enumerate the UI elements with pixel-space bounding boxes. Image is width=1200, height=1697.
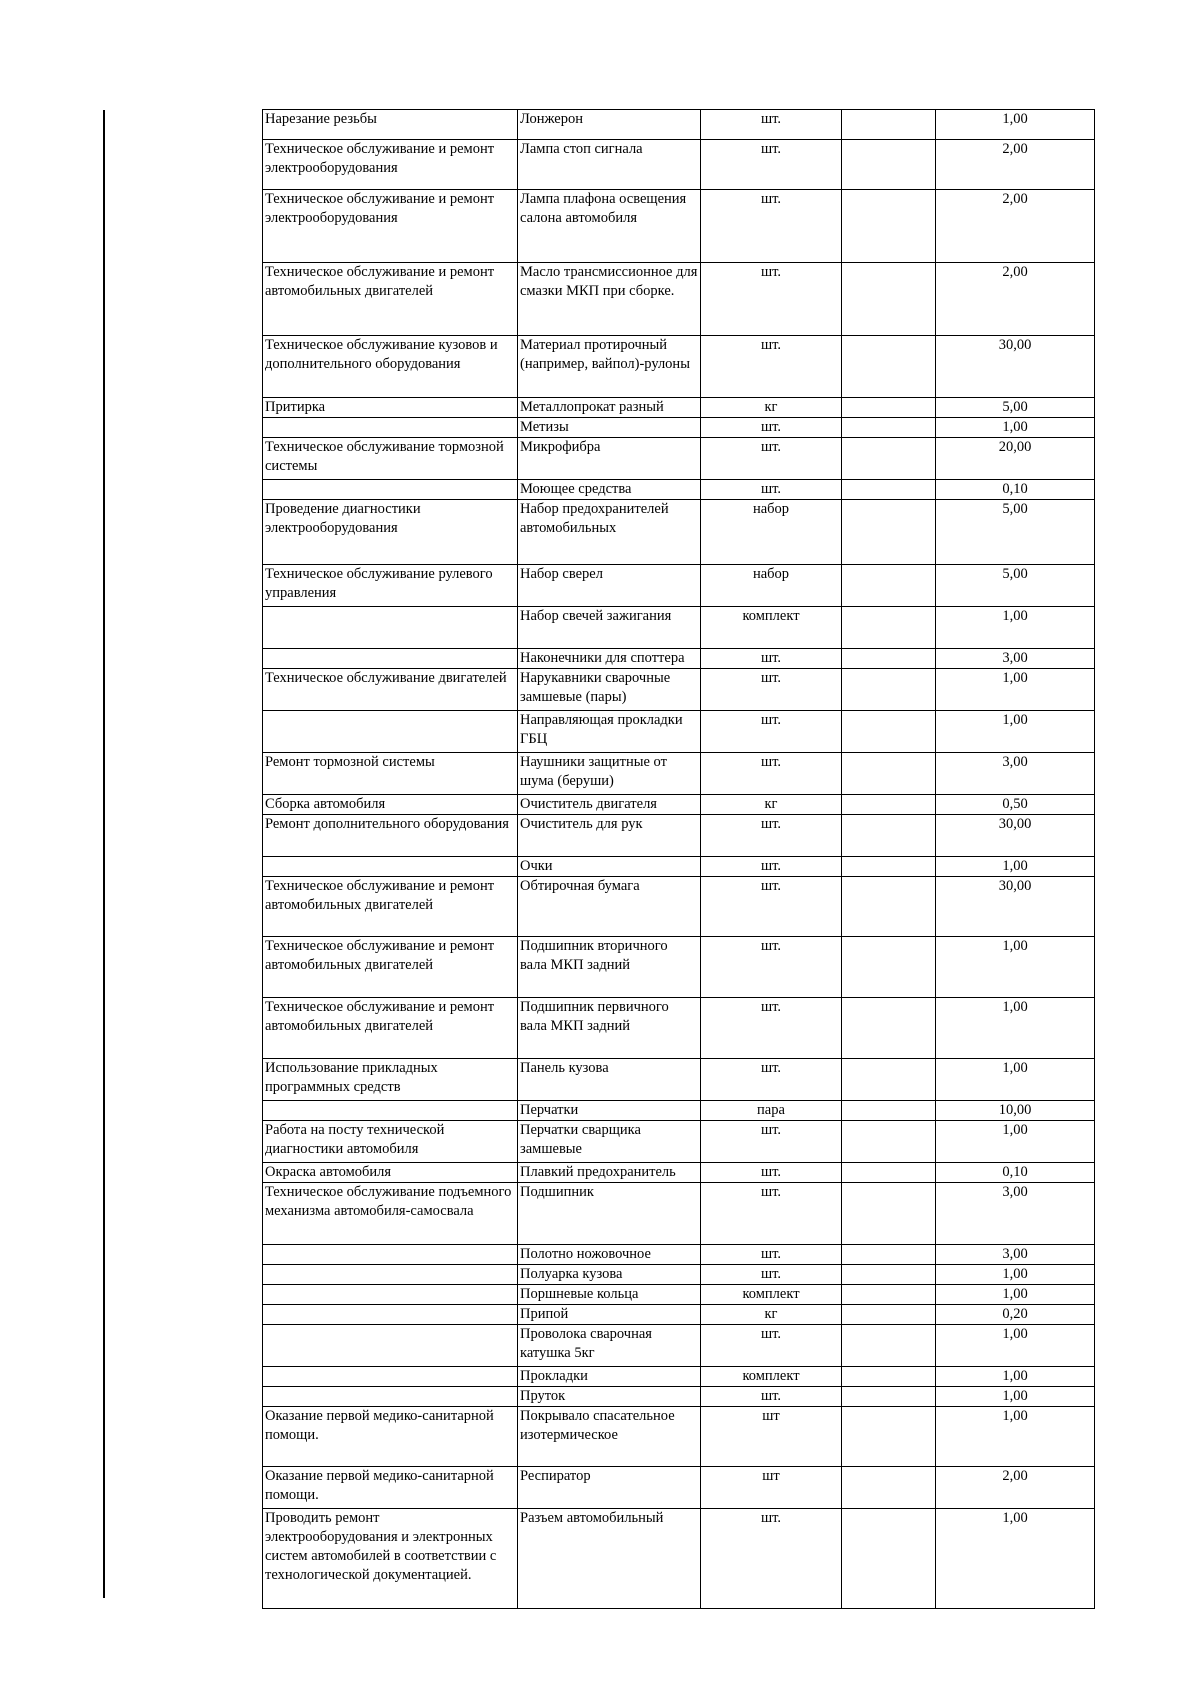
quantity-cell: 1,00 [936, 607, 1095, 649]
table-row [263, 711, 1095, 753]
work-cell [263, 418, 518, 438]
unit-cell: набор [701, 500, 842, 565]
table-row [263, 1101, 1095, 1121]
work-cell [263, 1305, 518, 1325]
unit-cell: шт. [701, 263, 842, 336]
material-cell: Набор сверел [518, 565, 701, 607]
work-cell: Техническое обслуживание подъемного механизма автомобиля-самосвала [263, 1183, 518, 1245]
unit-cell: шт. [701, 190, 842, 263]
quantity-cell: 3,00 [936, 753, 1095, 795]
unit-cell: шт. [701, 669, 842, 711]
unit-cell: шт [701, 1467, 842, 1509]
table-row [263, 937, 1095, 998]
quantity-cell: 2,00 [936, 140, 1095, 190]
material-cell: Перчатки [518, 1101, 701, 1121]
empty-cell [842, 1245, 936, 1265]
table-row [263, 1163, 1095, 1183]
unit-cell: шт. [701, 815, 842, 857]
table-row [263, 795, 1095, 815]
table-row [263, 998, 1095, 1059]
unit-cell: шт. [701, 649, 842, 669]
work-cell: Техническое обслуживание двигателей [263, 669, 518, 711]
work-cell [263, 711, 518, 753]
empty-cell [842, 877, 936, 937]
quantity-cell: 3,00 [936, 649, 1095, 669]
table-row [263, 110, 1095, 140]
material-cell: Очки [518, 857, 701, 877]
unit-cell: шт. [701, 418, 842, 438]
quantity-cell: 2,00 [936, 190, 1095, 263]
table-row [263, 669, 1095, 711]
quantity-cell: 2,00 [936, 263, 1095, 336]
work-cell: Притирка [263, 398, 518, 418]
table-row [263, 1509, 1095, 1609]
unit-cell: кг [701, 398, 842, 418]
material-cell: Прокладки [518, 1367, 701, 1387]
work-cell: Техническое обслуживание тормозной системы [263, 438, 518, 480]
material-cell: Металлопрокат разный [518, 398, 701, 418]
work-cell [263, 607, 518, 649]
material-cell: Наконечники для споттера [518, 649, 701, 669]
material-cell: Подшипник вторичного вала МКП задний [518, 937, 701, 998]
work-cell: Техническое обслуживание и ремонт автомобильных двигателей [263, 263, 518, 336]
empty-cell [842, 480, 936, 500]
quantity-cell: 1,00 [936, 1265, 1095, 1285]
empty-cell [842, 1407, 936, 1467]
empty-cell [842, 711, 936, 753]
unit-cell: набор [701, 565, 842, 607]
empty-cell [842, 418, 936, 438]
empty-cell [842, 1265, 936, 1285]
quantity-cell: 1,00 [936, 937, 1095, 998]
quantity-cell: 1,00 [936, 1325, 1095, 1367]
work-cell [263, 1285, 518, 1305]
empty-cell [842, 1183, 936, 1245]
unit-cell: шт. [701, 1163, 842, 1183]
quantity-cell: 5,00 [936, 500, 1095, 565]
unit-cell: пара [701, 1101, 842, 1121]
table-row [263, 1367, 1095, 1387]
unit-cell: шт. [701, 140, 842, 190]
quantity-cell: 30,00 [936, 336, 1095, 398]
material-cell: Лонжерон [518, 110, 701, 140]
work-cell: Техническое обслуживание кузовов и дополнительного оборудования [263, 336, 518, 398]
work-cell: Проведение диагностики электрооборудования [263, 500, 518, 565]
empty-cell [842, 140, 936, 190]
material-cell: Направляющая прокладки ГБЦ [518, 711, 701, 753]
table-row [263, 857, 1095, 877]
work-cell [263, 1387, 518, 1407]
unit-cell: шт. [701, 711, 842, 753]
work-cell [263, 1265, 518, 1285]
quantity-cell: 1,00 [936, 1367, 1095, 1387]
unit-cell: шт. [701, 438, 842, 480]
table-row [263, 1245, 1095, 1265]
quantity-cell: 0,10 [936, 480, 1095, 500]
empty-cell [842, 1101, 936, 1121]
quantity-cell: 1,00 [936, 711, 1095, 753]
quantity-cell: 1,00 [936, 1285, 1095, 1305]
material-cell: Лампа плафона освещения салона автомобиля [518, 190, 701, 263]
quantity-cell: 2,00 [936, 1467, 1095, 1509]
table-row [263, 565, 1095, 607]
material-cell: Набор предохранителей автомобильных [518, 500, 701, 565]
quantity-cell: 1,00 [936, 418, 1095, 438]
unit-cell: шт. [701, 1509, 842, 1609]
quantity-cell: 1,00 [936, 1059, 1095, 1101]
table-row [263, 1467, 1095, 1509]
material-cell: Лампа стоп сигнала [518, 140, 701, 190]
material-cell: Нарукавники сварочные замшевые (пары) [518, 669, 701, 711]
table-row [263, 500, 1095, 565]
unit-cell: шт. [701, 1059, 842, 1101]
empty-cell [842, 190, 936, 263]
material-cell: Поршневые кольца [518, 1285, 701, 1305]
empty-cell [842, 1509, 936, 1609]
material-cell: Панель кузова [518, 1059, 701, 1101]
quantity-cell: 1,00 [936, 1407, 1095, 1467]
work-cell [263, 1325, 518, 1367]
quantity-cell: 1,00 [936, 1121, 1095, 1163]
empty-cell [842, 398, 936, 418]
empty-cell [842, 998, 936, 1059]
unit-cell: шт. [701, 1387, 842, 1407]
unit-cell: шт. [701, 110, 842, 140]
empty-cell [842, 795, 936, 815]
empty-cell [842, 336, 936, 398]
empty-cell [842, 1059, 936, 1101]
unit-cell: шт. [701, 1183, 842, 1245]
unit-cell: кг [701, 795, 842, 815]
empty-cell [842, 438, 936, 480]
empty-cell [842, 565, 936, 607]
work-cell: Оказание первой медико-санитарной помощи. [263, 1467, 518, 1509]
unit-cell: комплект [701, 1285, 842, 1305]
work-cell: Ремонт дополнительного оборудования [263, 815, 518, 857]
work-cell: Техническое обслуживание и ремонт автомобильных двигателей [263, 937, 518, 998]
unit-cell: шт. [701, 1325, 842, 1367]
table-row [263, 1121, 1095, 1163]
material-cell: Разъем автомобильный [518, 1509, 701, 1609]
quantity-cell: 1,00 [936, 110, 1095, 140]
quantity-cell: 1,00 [936, 1509, 1095, 1609]
work-cell: Использование прикладных программных средств [263, 1059, 518, 1101]
quantity-cell: 1,00 [936, 669, 1095, 711]
empty-cell [842, 937, 936, 998]
table-row [263, 1183, 1095, 1245]
work-cell [263, 649, 518, 669]
quantity-cell: 1,00 [936, 998, 1095, 1059]
work-cell: Техническое обслуживание и ремонт автомобильных двигателей [263, 998, 518, 1059]
unit-cell: шт. [701, 877, 842, 937]
empty-cell [842, 1121, 936, 1163]
quantity-cell: 20,00 [936, 438, 1095, 480]
empty-cell [842, 1467, 936, 1509]
unit-cell: шт. [701, 1245, 842, 1265]
work-cell [263, 480, 518, 500]
left-margin-rule [103, 110, 105, 1598]
table-row [263, 815, 1095, 857]
empty-cell [842, 649, 936, 669]
unit-cell: шт. [701, 937, 842, 998]
material-cell: Подшипник [518, 1183, 701, 1245]
quantity-cell: 0,50 [936, 795, 1095, 815]
empty-cell [842, 1387, 936, 1407]
material-cell: Набор свечей зажигания [518, 607, 701, 649]
materials-table [262, 109, 1095, 1609]
empty-cell [842, 669, 936, 711]
work-cell: Оказание первой медико-санитарной помощи. [263, 1407, 518, 1467]
empty-cell [842, 1285, 936, 1305]
work-cell: Техническое обслуживание и ремонт автомобильных двигателей [263, 877, 518, 937]
work-cell [263, 1101, 518, 1121]
work-cell [263, 1245, 518, 1265]
work-cell [263, 857, 518, 877]
empty-cell [842, 110, 936, 140]
table-row [263, 1305, 1095, 1325]
table-row [263, 1059, 1095, 1101]
material-cell: Припой [518, 1305, 701, 1325]
material-cell: Перчатки сварщика замшевые [518, 1121, 701, 1163]
material-cell: Метизы [518, 418, 701, 438]
quantity-cell: 30,00 [936, 877, 1095, 937]
material-cell: Полуарка кузова [518, 1265, 701, 1285]
quantity-cell: 5,00 [936, 565, 1095, 607]
material-cell: Микрофибра [518, 438, 701, 480]
table-row [263, 1265, 1095, 1285]
table-row [263, 398, 1095, 418]
work-cell: Техническое обслуживание и ремонт электрооборудования [263, 140, 518, 190]
empty-cell [842, 1325, 936, 1367]
unit-cell: комплект [701, 607, 842, 649]
unit-cell: шт. [701, 336, 842, 398]
empty-cell [842, 1305, 936, 1325]
table-row [263, 607, 1095, 649]
table-row [263, 1325, 1095, 1367]
quantity-cell: 10,00 [936, 1101, 1095, 1121]
unit-cell: шт. [701, 1121, 842, 1163]
quantity-cell: 3,00 [936, 1183, 1095, 1245]
unit-cell: шт. [701, 857, 842, 877]
table-row [263, 649, 1095, 669]
material-cell: Моющее средства [518, 480, 701, 500]
material-cell: Масло трансмиссионное для смазки МКП при сборке. [518, 263, 701, 336]
empty-cell [842, 1163, 936, 1183]
material-cell: Подшипник первичного вала МКП задний [518, 998, 701, 1059]
quantity-cell: 3,00 [936, 1245, 1095, 1265]
work-cell: Ремонт тормозной системы [263, 753, 518, 795]
materials-table-body [263, 110, 1095, 1609]
work-cell [263, 1367, 518, 1387]
empty-cell [842, 815, 936, 857]
work-cell: Окраска автомобиля [263, 1163, 518, 1183]
material-cell: Обтирочная бумага [518, 877, 701, 937]
work-cell: Техническое обслуживание рулевого управления [263, 565, 518, 607]
empty-cell [842, 607, 936, 649]
empty-cell [842, 500, 936, 565]
table-row [263, 1407, 1095, 1467]
material-cell: Материал протирочный (например, вайпол)-рулоны [518, 336, 701, 398]
quantity-cell: 0,20 [936, 1305, 1095, 1325]
work-cell: Сборка автомобиля [263, 795, 518, 815]
empty-cell [842, 753, 936, 795]
table-row [263, 1387, 1095, 1407]
table-row [263, 190, 1095, 263]
material-cell: Полотно ножовочное [518, 1245, 701, 1265]
quantity-cell: 30,00 [936, 815, 1095, 857]
quantity-cell: 1,00 [936, 857, 1095, 877]
work-cell: Проводить ремонт электрооборудования и электронных систем автомобилей в соответствии с технологической документацией. [263, 1509, 518, 1609]
material-cell: Покрывало спасательное изотермическое [518, 1407, 701, 1467]
material-cell: Очиститель для рук [518, 815, 701, 857]
quantity-cell: 1,00 [936, 1387, 1095, 1407]
unit-cell: кг [701, 1305, 842, 1325]
quantity-cell: 5,00 [936, 398, 1095, 418]
quantity-cell: 0,10 [936, 1163, 1095, 1183]
material-cell: Пруток [518, 1387, 701, 1407]
empty-cell [842, 263, 936, 336]
material-cell: Наушники защитные от шума (беруши) [518, 753, 701, 795]
work-cell: Работа на посту технической диагностики автомобиля [263, 1121, 518, 1163]
unit-cell: шт [701, 1407, 842, 1467]
table-row [263, 753, 1095, 795]
material-cell: Очиститель двигателя [518, 795, 701, 815]
material-cell: Респиратор [518, 1467, 701, 1509]
table-row [263, 140, 1095, 190]
unit-cell: шт. [701, 480, 842, 500]
empty-cell [842, 1367, 936, 1387]
empty-cell [842, 857, 936, 877]
material-cell: Проволока сварочная катушка 5кг [518, 1325, 701, 1367]
table-row [263, 336, 1095, 398]
unit-cell: шт. [701, 753, 842, 795]
table-row [263, 263, 1095, 336]
work-cell: Техническое обслуживание и ремонт электрооборудования [263, 190, 518, 263]
material-cell: Плавкий предохранитель [518, 1163, 701, 1183]
table-row [263, 480, 1095, 500]
table-row [263, 438, 1095, 480]
unit-cell: шт. [701, 998, 842, 1059]
table-row [263, 877, 1095, 937]
unit-cell: комплект [701, 1367, 842, 1387]
table-row [263, 418, 1095, 438]
table-row [263, 1285, 1095, 1305]
work-cell: Нарезание резьбы [263, 110, 518, 140]
unit-cell: шт. [701, 1265, 842, 1285]
